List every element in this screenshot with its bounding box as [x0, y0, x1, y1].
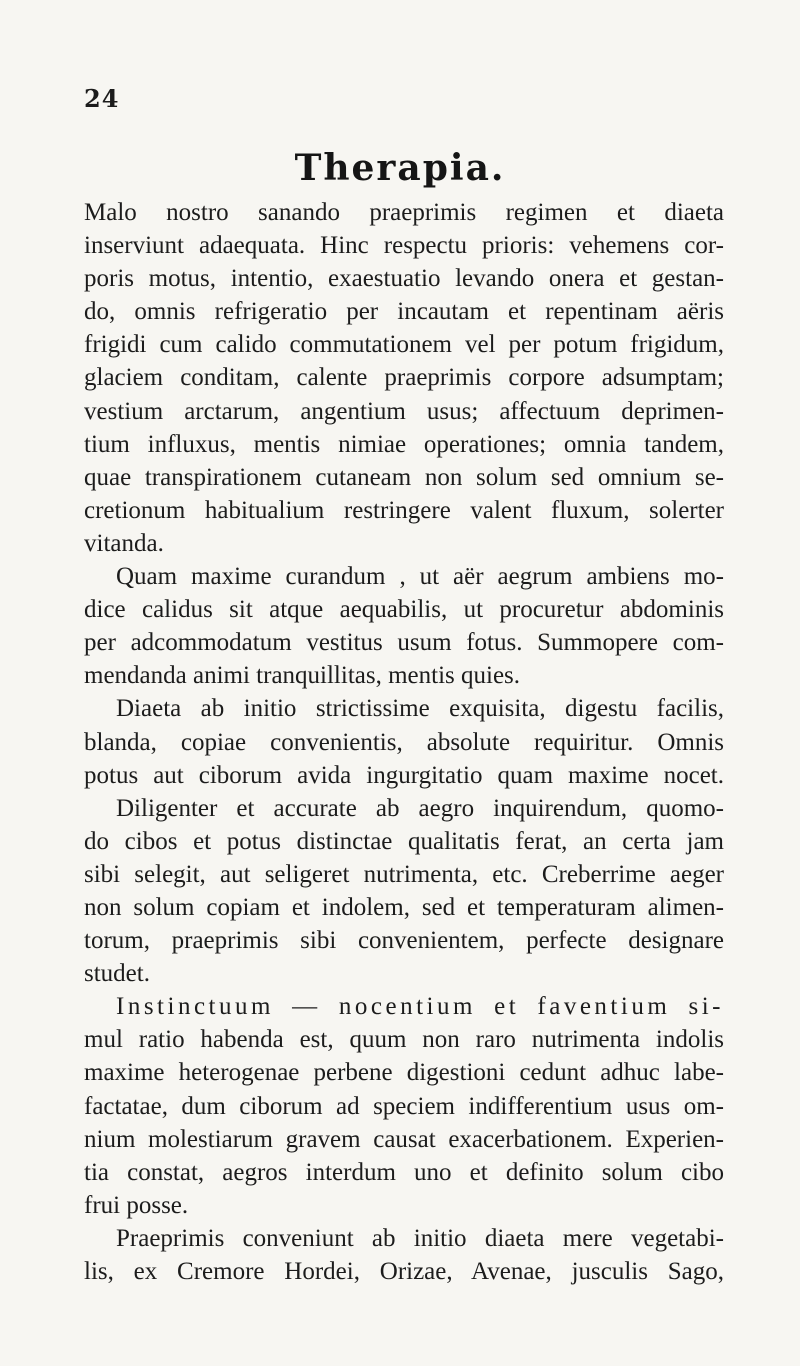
text-line: tia constat, aegros interdum uno et definito solum cibo: [84, 1158, 724, 1186]
text-line: blanda, copiae convenientis, absolute requiritur. Omnis: [84, 728, 724, 756]
text-line: non solum copiam et indolem, sed et temperaturam alimen-: [84, 893, 724, 921]
text-line: per adcommodatum vestitus usum fotus. Summopere com-: [84, 629, 724, 657]
text-line: frui posse.: [84, 1191, 189, 1219]
page-number: 24: [84, 84, 120, 113]
section-heading: Therapia.: [294, 147, 506, 189]
text-line: tium influxus, mentis nimiae operationes; omnia tandem,: [84, 430, 724, 458]
text-line: mul ratio habenda est, quum non raro nutrimenta indolis: [84, 1026, 724, 1054]
text-line: glaciem conditam, calente praeprimis corpore adsumptam;: [84, 364, 724, 392]
text-line: cretionum habitualium restringere valent fluxum, solerter: [84, 496, 724, 524]
text-line: potus aut ciborum avida ingurgitatio quam maxime nocet.: [84, 761, 724, 789]
text-line: sibi selegit, aut seligeret nutrimenta, etc. Creberrime aeger: [84, 860, 724, 888]
text-line: frigidi cum calido commutationem vel per potum frigidum,: [84, 331, 724, 359]
text-line: lis, ex Cremore Hordei, Orizae, Avenae, jusculis Sago,: [84, 1258, 724, 1285]
text-line: poris motus, intentio, exaestuatio levando onera et gestan-: [84, 265, 724, 293]
text-line: quae transpirationem cutaneam non solum sed omnium se-: [84, 463, 724, 491]
text-line: nium molestiarum gravem causat exacerbationem. Experien-: [84, 1125, 724, 1153]
text-line: Malo nostro sanando praeprimis regimen et diaeta: [84, 199, 724, 226]
text-line: studet.: [84, 960, 150, 988]
text-line: maxime heterogenae perbene digestioni cedunt adhuc labe-: [84, 1059, 724, 1087]
text-line: Diaeta ab initio strictissime exquisita, digestu facilis,: [116, 695, 724, 723]
text-line: torum, praeprimis sibi convenientem, perfecte designare: [84, 927, 724, 955]
text-line: do, omnis refrigeratio per incautam et repentinam aëris: [84, 298, 724, 326]
text-line: vestium arctarum, angentium usus; affectuum deprimen-: [84, 397, 724, 425]
body-text: [84, 196, 724, 1288]
text-line: Diligenter et accurate ab aegro inquirendum, quomo-: [116, 794, 724, 822]
text-line: inserviunt adaequata. Hinc respectu prioris: vehemens cor-: [84, 232, 724, 260]
text-line: factatae, dum ciborum ad speciem indifferentium usus om-: [84, 1092, 724, 1120]
text-line: Praeprimis conveniunt ab initio diaeta mere vegetabi-: [116, 1224, 724, 1252]
text-line: Quam maxime curandum , ut aër aegrum ambiens mo-: [116, 563, 724, 591]
text-line: vitanda.: [84, 529, 164, 557]
text-line: dice calidus sit atque aequabilis, ut procuretur abdominis: [84, 596, 724, 624]
text-line: mendanda animi tranquillitas, mentis quies.: [84, 662, 521, 690]
text-line: Instinctuum — nocentium et faventium si-: [116, 993, 724, 1021]
text-line: do cibos et potus distinctae qualitatis ferat, an certa jam: [84, 827, 724, 855]
